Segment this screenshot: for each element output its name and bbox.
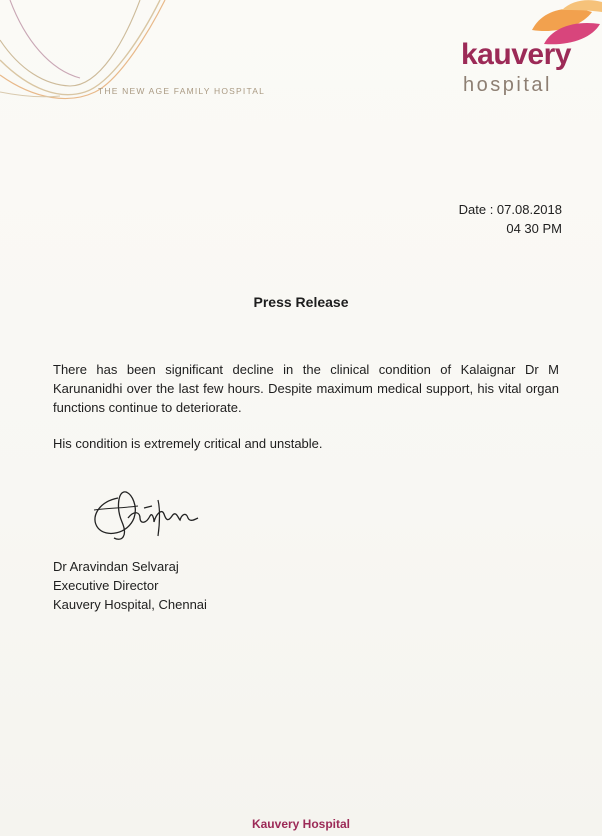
signer-name: Dr Aravindan Selvaraj (53, 559, 179, 574)
time-line: 04 30 PM (506, 221, 562, 236)
signer-organization: Kauvery Hospital, Chennai (53, 597, 207, 612)
letterhead-tagline: THE NEW AGE FAMILY HOSPITAL (98, 86, 266, 96)
logo-wordmark: kauvery (461, 38, 571, 71)
logo-subtitle: hospital (463, 74, 552, 96)
date-block (459, 200, 562, 238)
body-paragraph-2: His condition is extremely critical and unstable. (53, 436, 323, 451)
press-release-title: Press Release (253, 294, 349, 310)
handwritten-signature (88, 478, 208, 544)
signer-block (53, 557, 207, 614)
signer-role: Executive Director (53, 578, 159, 593)
date-line: Date : 07.08.2018 (458, 202, 562, 217)
body-paragraph-1: There has been significant decline in the clinical condition of Kalaignar Dr M Karunanidhi over the last few hours. Despite maximum medical support, his vital organ functions continue to deteriorate. (53, 362, 559, 415)
footer-hospital-name: Kauvery Hospital (251, 817, 351, 831)
